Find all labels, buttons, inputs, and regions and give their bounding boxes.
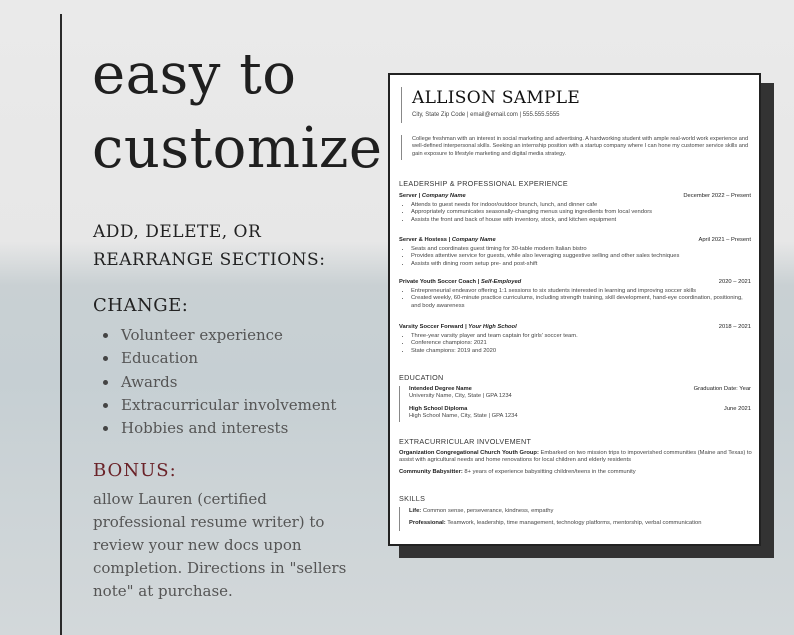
graduation-date: Graduation Date: Year bbox=[693, 386, 751, 392]
job-dates: 2020 – 2021 bbox=[718, 279, 751, 285]
extracurricular-heading: EXTRACURRICULAR INVOLVEMENT bbox=[399, 437, 532, 446]
education-accent-bar bbox=[399, 386, 400, 422]
resume-contact: City, State Zip Code | email@email.com | 555.555.5555 bbox=[412, 112, 560, 118]
job-role: Private Youth Soccer Coach bbox=[399, 279, 477, 285]
skills-accent-bar bbox=[399, 507, 400, 531]
education-entry bbox=[409, 406, 751, 420]
job-entry: Varsity Soccer Forward | Your High School 2018 – 2021 • Three-year varsity player and team captain for girls' soccer team. • Conference champions: 2021 • State champions: 2019 and 2020 bbox=[399, 324, 751, 355]
job-dates: December 2022 – Present bbox=[683, 193, 751, 199]
job-org: Self-Employed bbox=[480, 279, 522, 285]
list-item: Extracurricular involvement bbox=[103, 394, 336, 417]
job-dates: April 2021 – Present bbox=[698, 237, 751, 243]
education-entry bbox=[409, 386, 751, 400]
extracurricular-entry bbox=[399, 469, 754, 476]
divider-line bbox=[60, 14, 62, 635]
school-info: High School Name, City, State | GPA 1234 bbox=[409, 413, 518, 419]
job-bullet: • Conference champions: 2021 bbox=[411, 340, 751, 348]
job-bullet: • Appropriately communicates seasonally-changing menus using ingredients from local vendors bbox=[411, 209, 751, 217]
subheading-line-1: ADD, DELETE, OR bbox=[93, 222, 262, 242]
headline-line-1: easy to bbox=[92, 42, 297, 107]
list-item: Hobbies and interests bbox=[103, 417, 336, 440]
job-org: Company Name bbox=[451, 237, 496, 243]
change-title: CHANGE: bbox=[93, 295, 189, 316]
education-heading: EDUCATION bbox=[399, 373, 444, 382]
extracurricular-label: Organization Congregational Church Youth Group: bbox=[399, 450, 539, 456]
experience-heading: LEADERSHIP & PROFESSIONAL EXPERIENCE bbox=[399, 179, 568, 188]
job-dates: 2018 – 2021 bbox=[718, 324, 751, 330]
summary-accent-bar bbox=[401, 135, 402, 160]
job-org: Company Name bbox=[421, 193, 466, 199]
subheading-line-2: REARRANGE SECTIONS: bbox=[93, 250, 326, 270]
list-item: Awards bbox=[103, 371, 336, 394]
job-bullet: • Assists the front and back of house with inventory, stock, and kitchen equipment bbox=[411, 217, 751, 225]
job-entry: Server & Hostess | Company Name April 2021 – Present • Seats and coordinates guest timing for 30-table modern Italian bistro • Provides attentive service for guests, while also leveraging suggestive selling and other sales techniques • Assists with dining room setup pre- and post-shift bbox=[399, 237, 751, 268]
bonus-text: allow Lauren (certified professional resume writer) to review your new docs upon completion. Directions in "sellers note" at purchase. bbox=[93, 490, 347, 600]
job-role: Server & Hostess bbox=[399, 237, 448, 243]
resume-summary: College freshman with an interest in social marketing and advertising. A hardworking student with ample real-world work experience and well-defined interpersonal skills. Seeking an internship position with a startup company where I can hone my customer service skills and gain exposure to lifestyle marketing and digital media strategy. bbox=[412, 136, 749, 157]
skills-entry bbox=[409, 508, 749, 515]
job-entry: Private Youth Soccer Coach | Self-Employed 2020 – 2021 • Entrepreneurial endeavor offering 1:1 sessions to six students interested in learning and improving soccer skills • Created weekly, 60-minute practice curriculums, including strength training, skill development, hand-eye coordination, positioning, and body awareness bbox=[399, 279, 751, 310]
subheading bbox=[93, 218, 325, 274]
job-bullet: • Provides attentive service for guests, while also leveraging suggestive selling and other sales techniques bbox=[411, 253, 751, 261]
list-item: Volunteer experience bbox=[103, 324, 336, 347]
headline-line-2: customize bbox=[92, 116, 383, 181]
degree-name: High School Diploma bbox=[409, 406, 468, 412]
extracurricular-label: Community Babysitter: bbox=[399, 469, 463, 475]
job-entry: Server | Company Name December 2022 – Present • Attends to guest needs for indoor/outdoor brunch, lunch, and dinner cafe • Appropriately communicates seasonally-changing menus using ingredients from local vendors • Assists the front and back of house with inventory, stock, and kitchen equipment bbox=[399, 193, 751, 224]
job-bullet: • Entrepreneurial endeavor offering 1:1 sessions to six students interested in learning and improving soccer skills bbox=[411, 288, 751, 296]
job-role: Server bbox=[399, 193, 418, 199]
job-bullet: • Three-year varsity player and team captain for girls' soccer team. bbox=[411, 333, 751, 341]
change-list bbox=[103, 324, 336, 440]
job-bullet: • Seats and coordinates guest timing for 30-table modern Italian bistro bbox=[411, 246, 751, 254]
extracurricular-entry bbox=[399, 450, 754, 465]
school-info: University Name, City, State | GPA 1234 bbox=[409, 393, 512, 399]
graduation-date: June 2021 bbox=[723, 406, 751, 412]
extracurricular-text: 8+ years of experience babysitting children/teens in the community bbox=[462, 469, 636, 475]
name-accent-bar bbox=[401, 87, 402, 123]
skill-label: Life: bbox=[409, 508, 422, 514]
job-bullet: • State champions: 2019 and 2020 bbox=[411, 348, 751, 356]
resume-name: ALLISON SAMPLE bbox=[412, 88, 581, 108]
job-org: Your High School bbox=[468, 324, 517, 330]
skills-entry bbox=[409, 520, 754, 527]
job-role: Varsity Soccer Forward bbox=[399, 324, 464, 330]
extracurricular-text: Embarked on two mission trips to impoverished communities (Maine and Texas) to assist with agricultural needs and home renovations for local children and elderly residents bbox=[399, 450, 752, 464]
job-bullet: • Created weekly, 60-minute practice curriculums, including strength training, skill development, hand-eye coordination, positioning, and body awareness bbox=[411, 295, 751, 310]
job-bullet: • Assists with dining room setup pre- and post-shift bbox=[411, 261, 751, 269]
degree-name: Intended Degree Name bbox=[409, 386, 472, 392]
skill-text: Common sense, perseverance, kindness, empathy bbox=[421, 508, 554, 514]
skills-heading: SKILLS bbox=[399, 494, 426, 503]
list-item: Education bbox=[103, 347, 336, 370]
skill-label: Professional: bbox=[409, 520, 446, 526]
skill-text: Teamwork, leadership, time management, technology platforms, mentorship, verbal communication bbox=[445, 520, 702, 526]
job-bullet: • Attends to guest needs for indoor/outdoor brunch, lunch, and dinner cafe bbox=[411, 202, 751, 210]
bonus-title: BONUS: bbox=[93, 460, 177, 481]
resume-preview bbox=[388, 73, 761, 546]
